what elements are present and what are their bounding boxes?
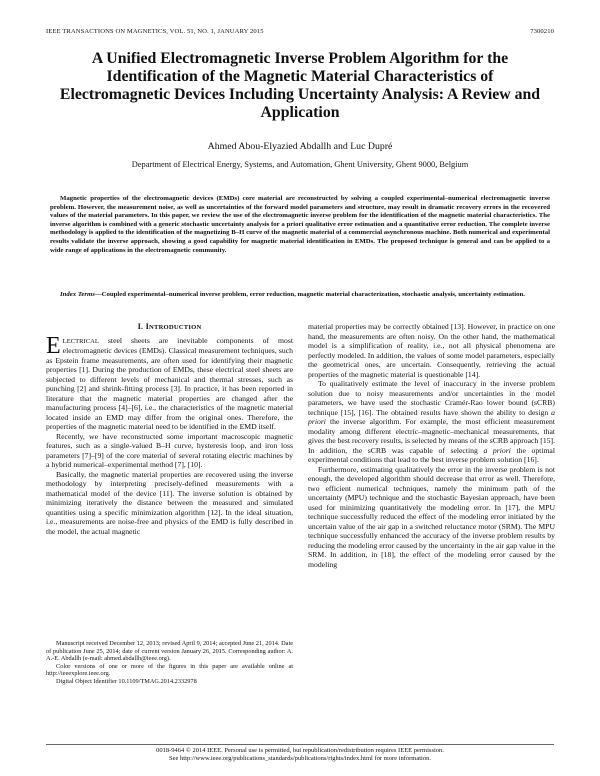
copyright-line-2: See http://www.ieee.org/publications_standards/publications/rights/index.html for more information. <box>169 755 431 762</box>
abstract-text: Magnetic properties of the electromagnetic devices (EMDs) core material are reconstructed by solving a coupled experimental–numerical electromagnetic inverse problem. However, the measurement noise, as well as uncertainties of the forward model parameters and structure, may result in dramatic recovery errors in the recovered values of the material parameters. In this paper, we review the use of the electromagnetic inverse problem for the identification of the magnetic material characteristics. The inverse algorithm is combined with a generic stochastic uncertainty analysis for a priori qualitative error estimation and a quantitative error reduction. The complete inverse methodology is applied to the identification of the magnetizing B–H curve of the magnetic material of a commercial asynchronous machine. Both numerical and experimental results validate the inverse approach, showing a good capability for magnetic material identification in EMDs. The proposed technique is general and can be applied to a wide range of applications in the electromagnetic community. <box>50 195 550 254</box>
abstract <box>50 195 550 255</box>
index-terms-text: —Coupled experimental–numerical inverse problem, error reduction, magnetic material characterization, stochastic analysis, uncertainty estimation. <box>94 291 525 298</box>
copyright-notice <box>46 747 554 763</box>
right-paragraph-3: Furthermore, estimating qualitatively the error in the inverse problem is not enough, the developed algorithm should decrease that error as well. Therefore, two efficient numerical techniques, namely the minimum path of the uncertainty (MPU) technique and the stochastic Bayesian approach, have been used for minimizing quantitatively the modeling error. In [17], the MPU technique successfully reduced the effect of the modeling error initiated by the uncertain value of the air gap in a switched reluctance motor (SRM). The MPU technique successfully enhanced the accuracy of the inverse problem results by reducing the modeling error caused by the uncertainty in the air gap value in the SRM. In addition, in [18], the effect of the modeling error caused by the modeling <box>308 464 555 569</box>
doi: Digital Object Identifier 10.1109/TMAG.2014.2332978 <box>56 677 197 685</box>
index-terms-label: Index Terms <box>60 291 95 298</box>
right-paragraph-2-part-a: To qualitatively estimate the level of inaccuracy in the inverse problem solution due to noisy measurements and/or uncertainties in the model parameters, we have used the stochastic Cramér-Rao lower bound (sCRB) technique [15], [16]. The obtained results have shown the ability to design <box>308 379 555 417</box>
section-heading-introduction <box>46 322 293 333</box>
first-page-footnote <box>46 640 293 686</box>
footer-divider <box>46 744 554 745</box>
right-paragraph-2-part-c: the optimal experimental conditions that lead to the best inverse problem solution [16]. <box>308 445 555 464</box>
section-title-rest: NTRODUCTION <box>149 324 202 331</box>
manuscript-dates: Manuscript received December 12, 2013; revised April 9, 2014; accepted June 21, 2014. Date of publication June 25, 2014; date of current version January 26, 2015. Corresponding author: A. A.-E. Abdallh (e-mail: ahmed.abdallh@ieee.org). <box>46 640 293 663</box>
intro-paragraph-1-text: steel sheets are inevitable components of most electromagnetic devices (EMDs). Classical measurement techniques, such as Epstein frame measurements, are often used for identifying their magnetic properties [1]. During the production of EMDs, these electrical steel sheets are subjected to different levels of mechanical and thermal stresses, such as punching [2] and shrink-fitting process [3]. In practice, it has been reported in literature that the magnetic material properties are changed after the manufacturing process [4]–[6], i.e., the characteristics of the magnetic material located inside an EMD may differ from the original ones. Therefore, the properties of the magnetic material need to be identified in the EMD itself. <box>46 335 293 431</box>
author-affiliation: Department of Electrical Energy, Systems, and Automation, Ghent University, Ghent 9000, Belgium <box>131 160 469 169</box>
index-terms <box>50 291 550 300</box>
author-list: Ahmed Abou-Elyazied Abdallh and Luc Dupré <box>207 141 393 152</box>
a-priori-emphasis: a priori <box>308 407 555 426</box>
copyright-line-1: 0018-9464 © 2014 IEEE. Personal use is permitted, but republication/redistribution requires IEEE permission. <box>156 747 444 754</box>
section-numeral: I. <box>137 322 146 331</box>
intro-paragraph-1 <box>46 332 293 432</box>
intro-paragraph-2: Recently, we have reconstructed some important macroscopic magnetic features, such as a single-valued B–H curve, hysteresis loop, and iron loss parameters [7]–[9] of the core material of several rotating electric machines by a hybrid numerical–experimental method [7], [10]. <box>46 431 293 469</box>
drop-cap: E <box>46 332 61 359</box>
right-column <box>308 322 555 569</box>
right-paragraph-1: material properties may be correctly obtained [13]. However, in practice on one hand, the measurements are often noisy. On the other hand, the mathematical model is a simplification of reality, i.e., not all physical phenomena are perfectly modeled. In addition, the values of some model parameters, especially the geometrical ones, are uncertain. Consequently, retrieving the actual properties of the magnetic material is questionable [14]. <box>308 322 555 379</box>
paper-title: A Unified Electromagnetic Inverse Problem Algorithm for the Identification of the Magnetic Material Characteristics of Electromagnetic Devices Including Uncertainty Analysis: A Review and Application <box>59 50 541 121</box>
a-priori-emphasis-2: a priori <box>483 445 511 455</box>
color-versions-note: Color versions of one or more of the figures in this paper are available online at http://ieeexplore.ieee.org. <box>46 662 293 678</box>
first-word-small-caps: LECTRICAL <box>62 337 99 345</box>
intro-paragraph-3: Basically, the magnetic material properties are recovered using the inverse methodology by interpreting precisely-defined measurements with a mathematical model of the device [11]. The inverse solution is obtained by minimizing iteratively the distance between the measured and simulated quantities using a specific minimization algorithm [12]. In the ideal situation, i.e., measurements are noise-free and physics of the EMD is fully described in the model, the actual magnetic <box>46 469 293 536</box>
right-paragraph-2 <box>308 379 555 465</box>
section-first-letter: I <box>145 322 150 331</box>
journal-citation: IEEE TRANSACTIONS ON MAGNETICS, VOL. 51, NO. 1, JANUARY 2015 <box>46 28 264 35</box>
left-column <box>46 322 293 536</box>
right-paragraph-2-part-b: the inverse algorithm. For example, the most efficient measurement modality among different electric–magnetic–mechanical measurements, that gives the best recovery results, is selected by means of the sCRB approach [15]. In addition, the sCRB was capable of selecting <box>308 417 555 455</box>
article-number: 7300210 <box>530 28 554 35</box>
